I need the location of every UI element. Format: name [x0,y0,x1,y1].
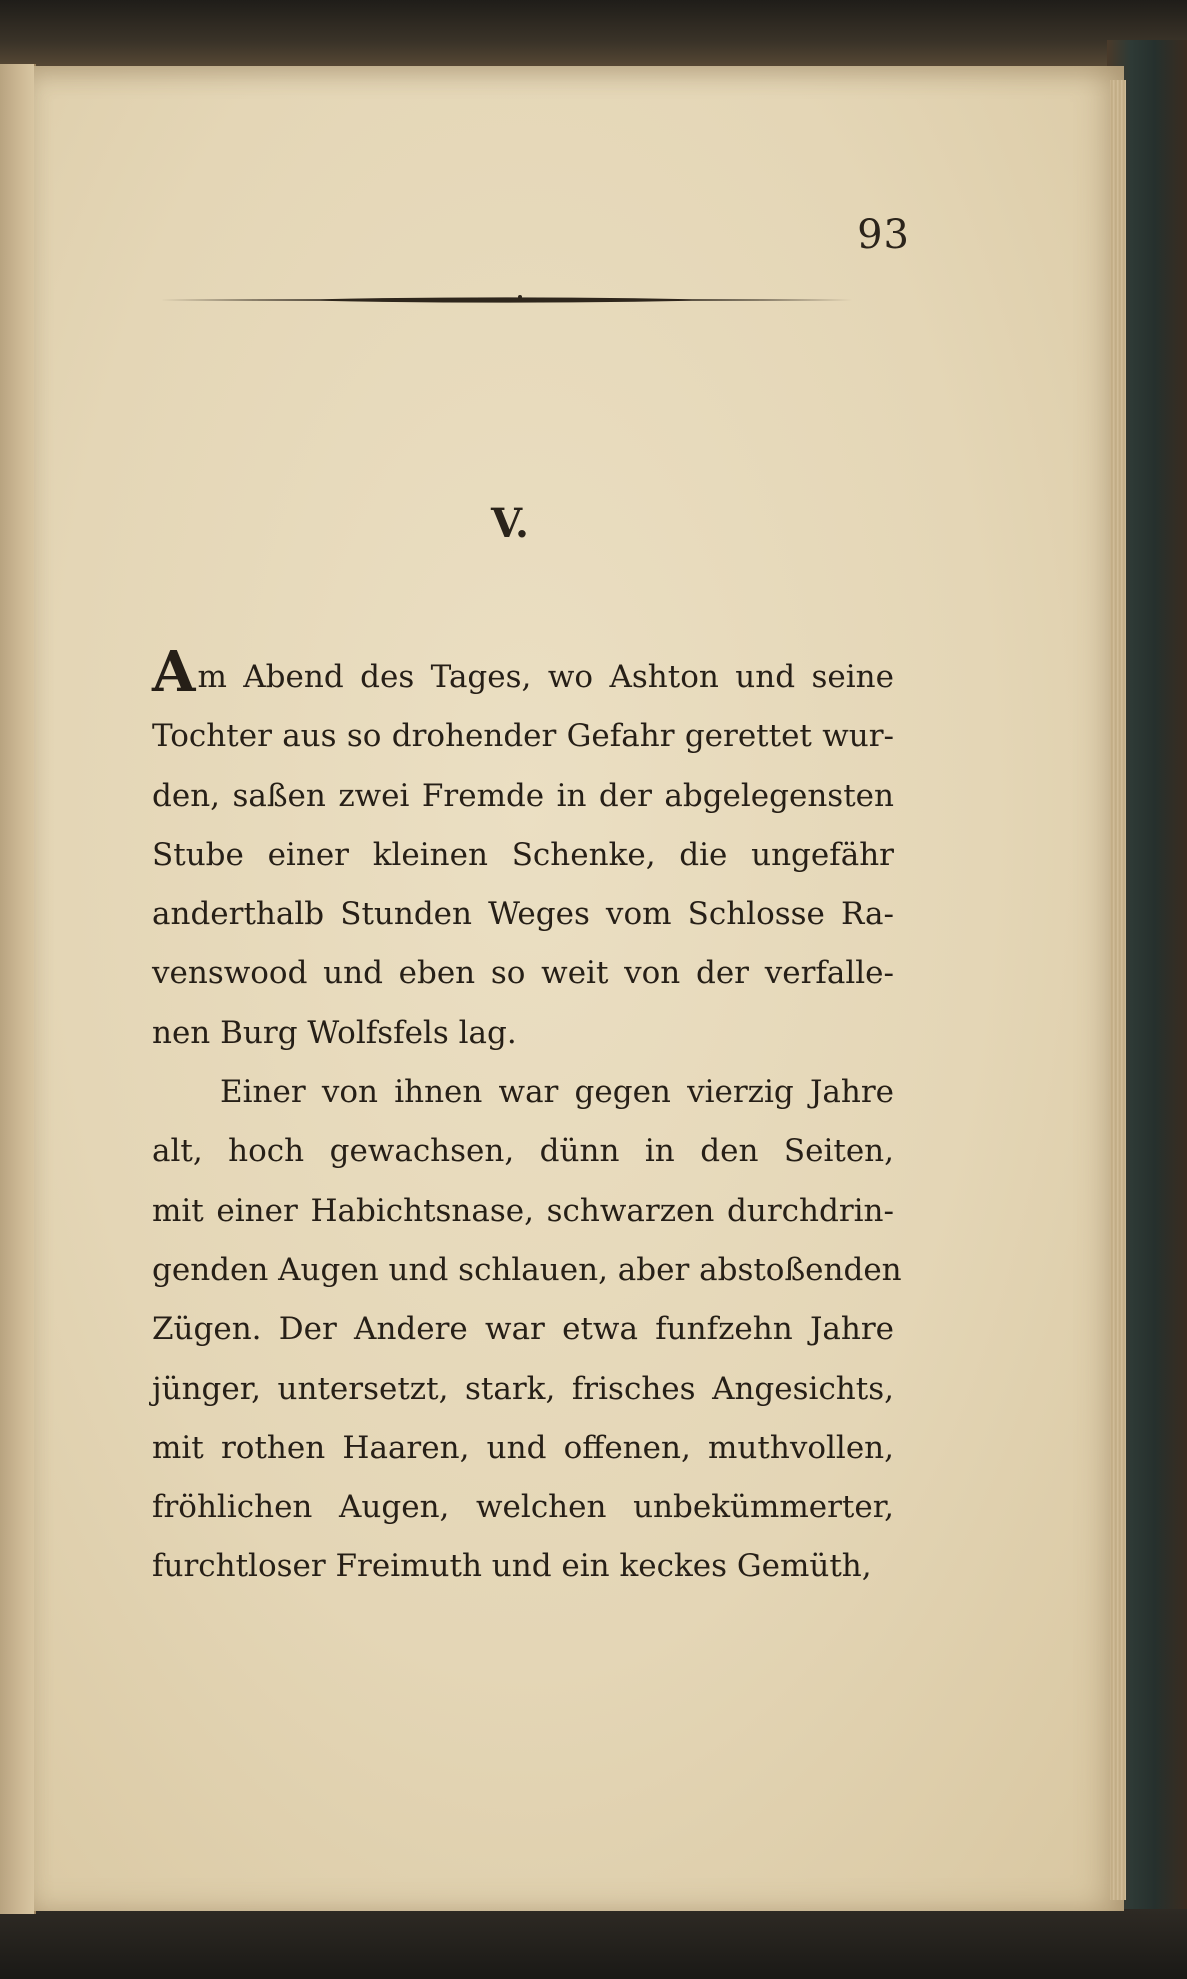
text-line: nen Burg Wolfsfels lag. [152,1014,517,1051]
text-line-rest: m Abend des Tages, wo Ashton und seine [197,659,894,695]
text-line: fröhlichen Augen, welchen unbekümmerter, [152,1489,894,1526]
book-cover-bottom [0,1909,1187,1979]
paragraph [152,639,894,1063]
book-cover-top [0,0,1187,70]
decorative-rule [160,293,852,307]
text-line: den, saßen zwei Fremde in der abgelegensten [152,777,894,814]
text-line: anderthalb Stunden Weges vom Schlosse Ra- [152,896,894,933]
drop-capital: A [152,639,196,705]
text-line: furchtloser Freimuth und ein keckes Gemüth, [152,1548,872,1585]
body-text [152,639,902,1597]
text-line: mit rothen Haaren, und offenen, muthvollen, [152,1429,894,1466]
text-line: genden Augen und schlauen, aber abstoßenden [152,1251,902,1288]
chapter-heading: V. [491,500,529,547]
text-line: Stube einer kleinen Schenke, die ungefähr [152,836,894,873]
text-line: jünger, untersetzt, stark, frisches Angesichts, [152,1370,894,1407]
paragraph [152,1063,902,1597]
text-line: Zügen. Der Andere war etwa funfzehn Jahre [152,1311,894,1348]
page-stack-edges [1110,80,1126,1900]
text-line: alt, hoch gewachsen, dünn in den Seiten, [152,1133,894,1170]
text-line: Tochter aus so drohender Gefahr gerettet wur- [152,718,894,755]
page-number: 93 [857,212,910,258]
facing-page-edge [0,64,36,1914]
text-line: mit einer Habichtsnase, schwarzen durchdrin- [152,1192,894,1229]
text-line [152,639,894,707]
text-line: Einer von ihnen war gegen vierzig Jahre [220,1074,894,1111]
text-line: venswood und eben so weit von der verfalle- [152,955,894,992]
